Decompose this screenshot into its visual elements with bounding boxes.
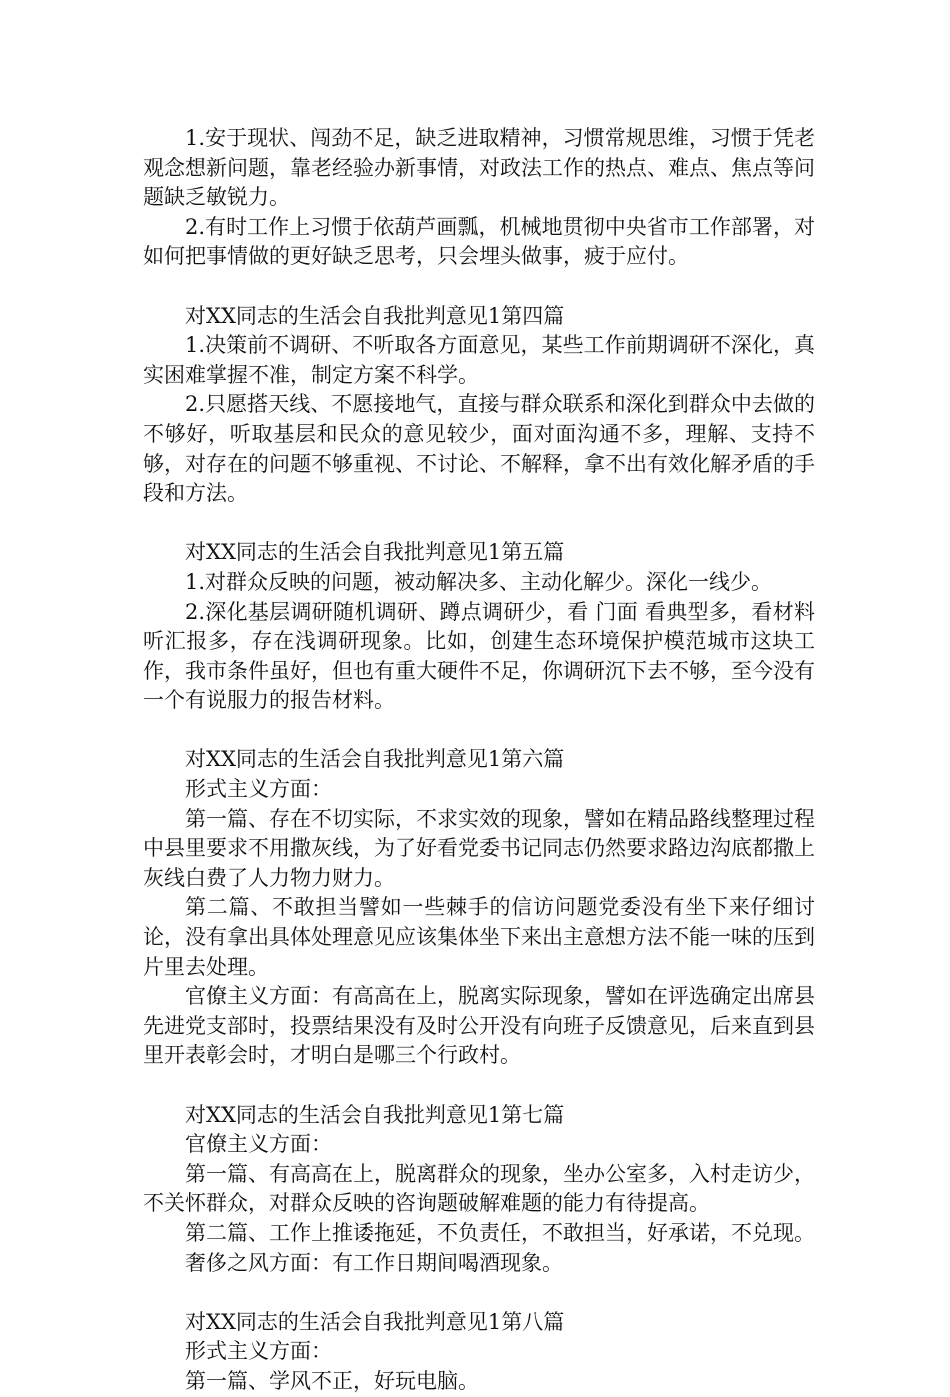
paragraph: 1.决策前不调研、不听取各方面意见，某些工作前期调研不深化，真实困难掌握不准，制定方案不科学。 xyxy=(143,333,815,387)
paragraph: 2.有时工作上习惯于依葫芦画瓢，机械地贯彻中央省市工作部署，对如何把事情做的更好缺乏思考，只会埋头做事，疲于应付。 xyxy=(143,214,815,269)
section-spacer xyxy=(143,509,815,539)
section-spacer xyxy=(143,1071,815,1101)
paragraph: 第二篇、不敢担当譬如一些棘手的信访问题党委没有坐下来仔细讨论，没有拿出具体处理意见应该集体坐下来出主意想方法不能一味的压到片里去处理。 xyxy=(143,895,815,979)
document-body xyxy=(143,124,815,1397)
paragraph: 第二篇、工作上推诿拖延，不负责任，不敢担当，好承诺，不兑现。 xyxy=(185,1220,815,1245)
paragraph: 形式主义方面： xyxy=(185,1339,332,1364)
section-heading: 对XX同志的生活会自我批判意见1第五篇 xyxy=(185,540,565,565)
section-spacer xyxy=(143,1278,815,1308)
section-heading: 对XX同志的生活会自我批判意见1第四篇 xyxy=(185,303,565,328)
paragraph: 第一篇、有高高在上，脱离群众的现象，坐办公室多，入村走访少，不关怀群众，对群众反映的咨询题破解难题的能力有待提高。 xyxy=(143,1161,815,1216)
paragraph: 1.对群众反映的问题，被动解决多、主动化解少。深化一线少。 xyxy=(185,569,773,594)
paragraph: 第一篇、存在不切实际，不求实效的现象，譬如在精品路线整理过程中县里要求不用撒灰线，为了好看党委书记同志仍然要求路边沟底都撒上灰线白费了人力物力财力。 xyxy=(143,806,815,890)
section-heading: 对XX同志的生活会自我批判意见1第八篇 xyxy=(185,1309,565,1334)
section-heading: 对XX同志的生活会自我批判意见1第六篇 xyxy=(185,747,565,772)
paragraph: 官僚主义方面：有高高在上，脱离实际现象，譬如在评选确定出席县先进党支部时，投票结果没有及时公开没有向班子反馈意见，后来直到县里开表彰会时，才明白是哪三个行政村。 xyxy=(143,984,815,1068)
section-spacer xyxy=(143,272,815,302)
paragraph: 奢侈之风方面：有工作日期间喝酒现象。 xyxy=(185,1250,563,1275)
section-heading: 对XX同志的生活会自我批判意见1第七篇 xyxy=(185,1102,565,1127)
paragraph: 1.安于现状、闯劲不足，缺乏进取精神，习惯常规思维，习惯于凭老观念想新问题，靠老经验办新事情，对政法工作的热点、难点、焦点等问题缺乏敏锐力。 xyxy=(143,126,815,210)
paragraph: 第一篇、学风不正，好玩电脑。 xyxy=(185,1368,479,1393)
section-spacer xyxy=(143,716,815,746)
paragraph: 2.只愿搭天线、不愿接地气，直接与群众联系和深化到群众中去做的不够好，听取基层和民众的意见较少，面对面沟通不多，理解、支持不够，对存在的问题不够重视、不讨论、不解释，拿不出有效化解矛盾的手段和方法。 xyxy=(143,392,815,506)
paragraph: 2.深化基层调研随机调研、蹲点调研少，看 门面 看典型多，看材料听汇报多，存在浅调研现象。比如，创建生态环境保护模范城市这块工作，我市条件虽好，但也有重大硬件不足，你调研沉下去不够，至今没有一个有说服力的报告材料。 xyxy=(143,599,815,713)
paragraph: 官僚主义方面： xyxy=(185,1132,332,1157)
paragraph: 形式主义方面： xyxy=(185,777,332,802)
